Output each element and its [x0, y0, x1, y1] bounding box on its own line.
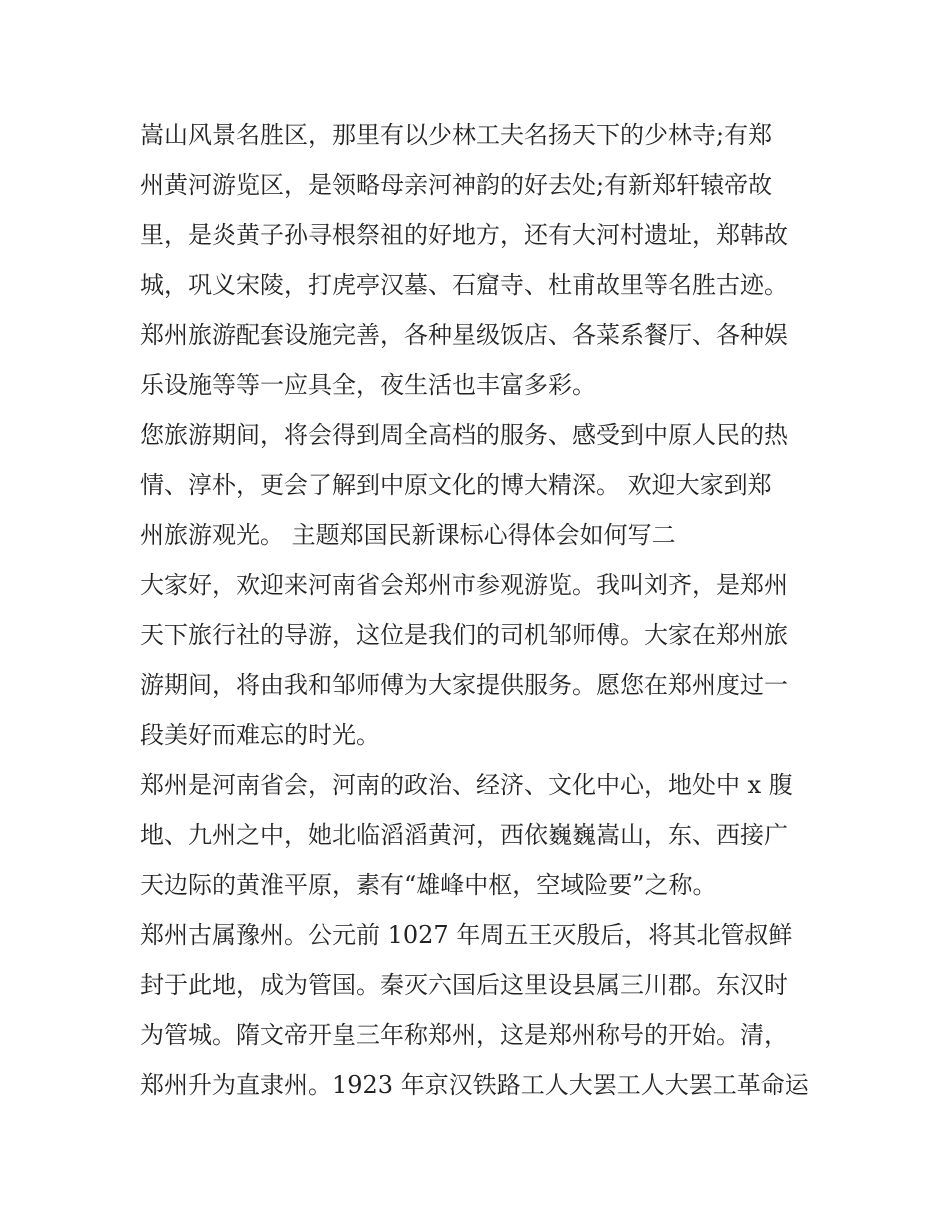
- text-line: 乐设施等等一应具全，夜生活也丰富多彩。: [140, 371, 596, 399]
- text-line: 地、九州之中，她北临滔滔黄河，西依巍巍嵩山，东、西接广: [140, 821, 788, 849]
- text-line: 游期间，将由我和邹师傅为大家提供服务。愿您在郑州度过一: [140, 671, 788, 699]
- text-line: 为管城。隋文帝开皇三年称郑州，这是郑州称号的开始。清，: [140, 1021, 788, 1049]
- text-line: 城，巩义宋陵，打虎亭汉墓、石窟寺、杜甫故里等名胜古迹。: [140, 271, 788, 299]
- text-line: 郑州升为直隶州。1923 年京汉铁路工人大罢工人大罢工革命运: [140, 1071, 809, 1099]
- document-body: [140, 110, 820, 1110]
- text-line: 您旅游期间，将会得到周全高档的服务、感受到中原人民的热: [140, 421, 788, 449]
- text-line: 里，是炎黄子孙寻根祭祖的好地方，还有大河村遗址，郑韩故: [140, 221, 788, 249]
- text-line: 嵩山风景名胜区，那里有以少林工夫名扬天下的少林寺;有郑: [140, 121, 773, 149]
- text-line: 情、淳朴，更会了解到中原文化的博大精深。 欢迎大家到郑: [140, 471, 772, 499]
- text-line: 郑州古属豫州。公元前 1027 年周五王灭殷后，将其北管叔鲜: [140, 921, 793, 949]
- text-line: 封于此地，成为管国。秦灭六国后这里设县属三川郡。东汉时: [140, 971, 788, 999]
- text-line: 州旅游观光。 主题郑国民新课标心得体会如何写二: [140, 521, 676, 549]
- text-line: 郑州是河南省会，河南的政治、经济、文化中心，地处中 x 腹: [140, 771, 793, 799]
- text-line: 郑州旅游配套设施完善，各种星级饭店、各菜系餐厅、各种娱: [140, 321, 788, 349]
- text-line: 天边际的黄淮平原，素有“雄峰中枢，空域险要”之称。: [140, 871, 717, 899]
- text-line: 大家好，欢迎来河南省会郑州市参观游览。我叫刘齐，是郑州: [140, 571, 788, 599]
- text-line: 天下旅行社的导游，这位是我们的司机邹师傅。大家在郑州旅: [140, 621, 788, 649]
- text-line: 段美好而难忘的时光。: [140, 721, 380, 749]
- text-line: 州黄河游览区，是领略母亲河神韵的好去处;有新郑轩辕帝故: [140, 171, 773, 199]
